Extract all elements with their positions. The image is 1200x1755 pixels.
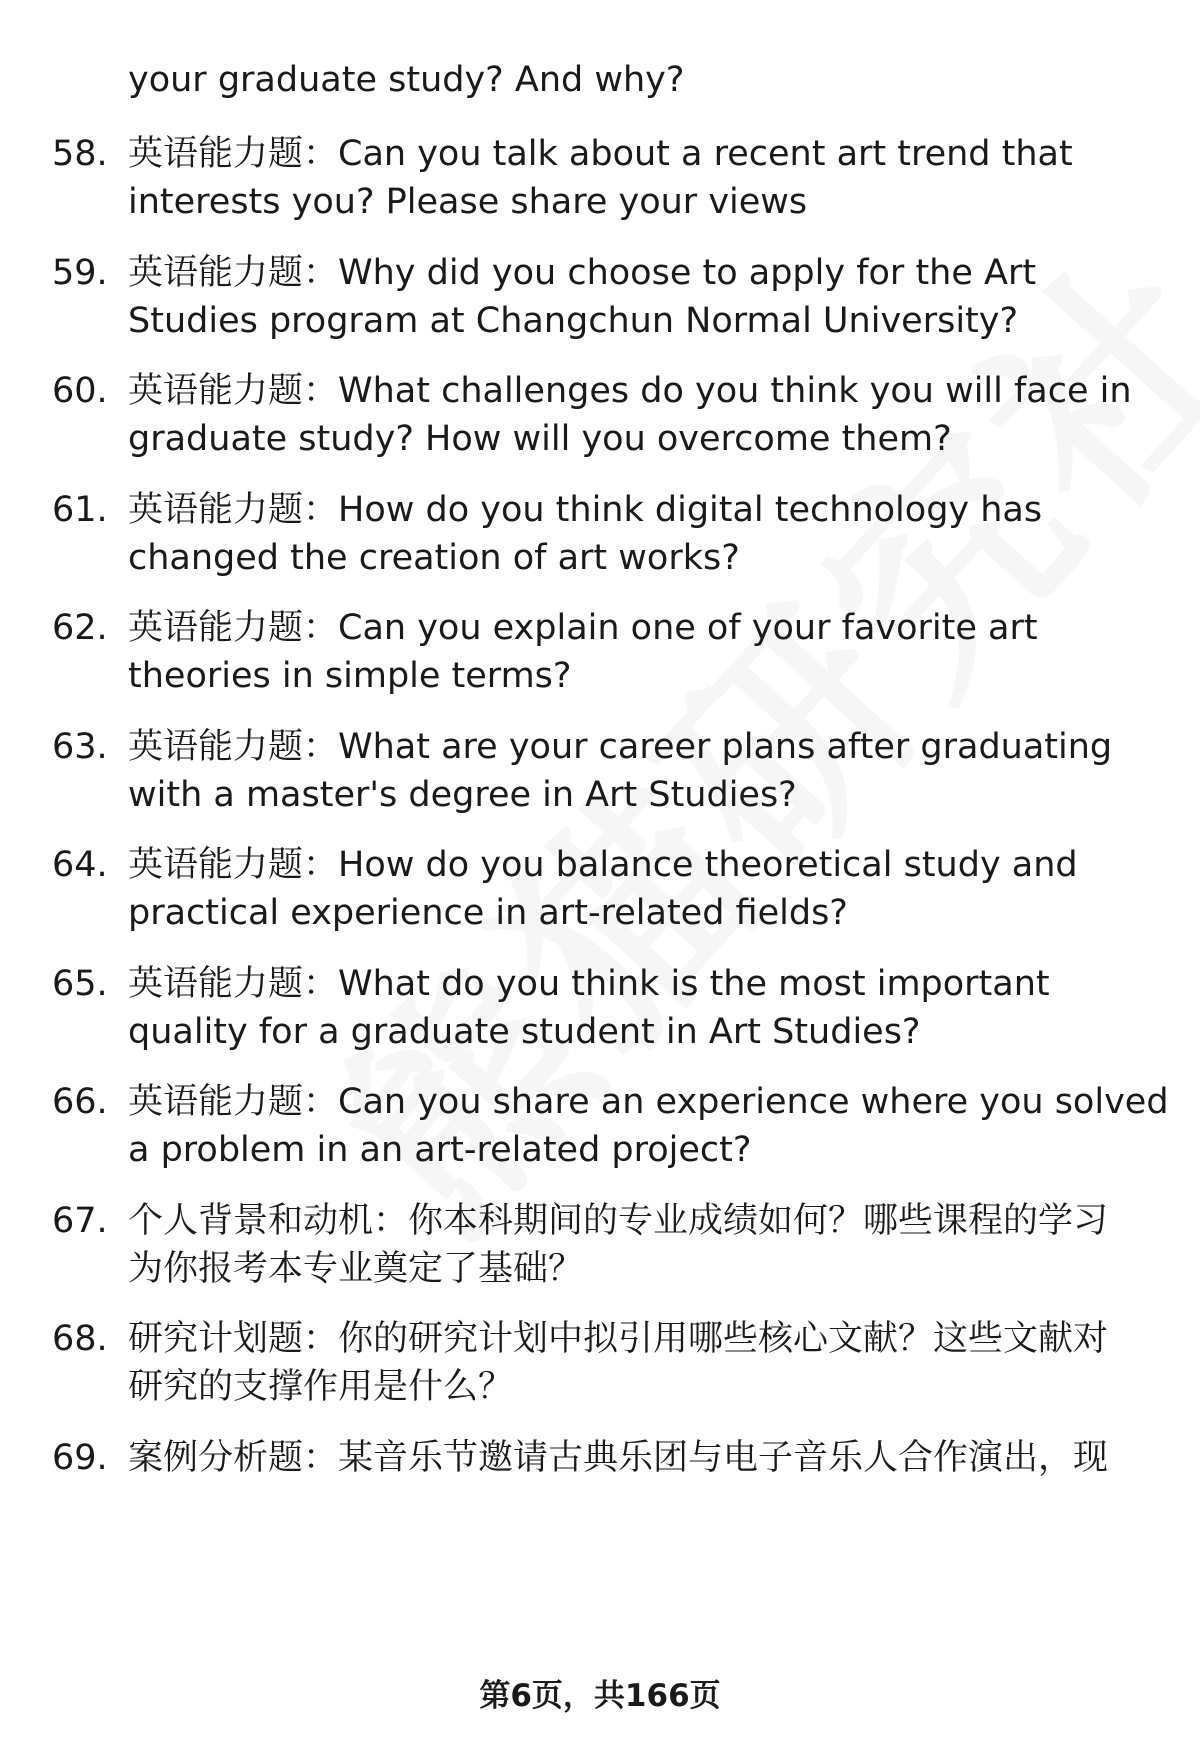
question-number: 59. (52, 253, 108, 293)
question-number: 58. (52, 134, 108, 174)
question-text-line: interests you? Please share your views (128, 182, 808, 222)
question-text (128, 130, 1163, 226)
question-number: 65. (52, 964, 108, 1004)
question-text-line: 英语能力题：Can you explain one of your favorite art (128, 608, 1038, 648)
question-text-line: 英语能力题：What do you think is the most important (128, 964, 1050, 1004)
question-text-line: 案例分析题：某音乐节邀请古典乐团与电子音乐人合作演出，现 (128, 1438, 1109, 1478)
question-text (128, 723, 1163, 819)
question-text-line: changed the creation of art works? (128, 538, 740, 578)
question-text-line: a problem in an art-related project? (128, 1130, 752, 1170)
question-text-line: practical experience in art-related fields? (128, 893, 848, 933)
question-text (128, 249, 1163, 345)
question-text-line: 英语能力题：Can you share an experience where you solved (128, 1082, 1169, 1122)
question-text (128, 960, 1163, 1056)
question-text-line: 英语能力题：Why did you choose to apply for the Art (128, 253, 1037, 293)
question-text-line: quality for a graduate student in Art Studies? (128, 1012, 921, 1052)
question-text-line: theories in simple terms? (128, 656, 572, 696)
question-number: 69. (52, 1438, 108, 1478)
question-text (128, 1078, 1169, 1174)
question-text (128, 841, 1163, 937)
question-text-line: with a master's degree in Art Studies? (128, 775, 797, 815)
question-text-line: 研究计划题：你的研究计划中拟引用哪些核心文献？这些文献对 (128, 1319, 1109, 1359)
question-text-line: graduate study? How will you overcome them? (128, 419, 952, 459)
question-number: 60. (52, 371, 108, 411)
question-text (128, 1197, 1163, 1293)
question-text (128, 604, 1163, 700)
question-text-line: 英语能力题：What challenges do you think you will face in (128, 371, 1132, 411)
question-text (128, 367, 1163, 463)
question-number: 62. (52, 608, 108, 648)
question-text-line: 为你报考本专业奠定了基础？ (128, 1249, 584, 1289)
question-number: 64. (52, 845, 108, 885)
question-text-line: 英语能力题：How do you balance theoretical study and (128, 845, 1078, 885)
question-text-line: 英语能力题：Can you talk about a recent art trend that (128, 134, 1073, 174)
question-number: 63. (52, 727, 108, 767)
question-number: 67. (52, 1201, 108, 1241)
question-text-line: 个人背景和动机：你本科期间的专业成绩如何？哪些课程的学习 (128, 1201, 1109, 1241)
question-number: 61. (52, 490, 108, 530)
question-text (128, 1315, 1163, 1411)
question-text (128, 486, 1163, 582)
continuation-line: your graduate study? And why? (128, 60, 685, 100)
question-number: 68. (52, 1319, 108, 1359)
question-text-line: 英语能力题：How do you think digital technology has (128, 490, 1043, 530)
question-text-line: 研究的支撑作用是什么？ (128, 1367, 514, 1407)
question-number: 66. (52, 1082, 108, 1122)
question-text-line: Studies program at Changchun Normal University? (128, 301, 1019, 341)
question-text (128, 1434, 1163, 1482)
question-text-line: 英语能力题：What are your career plans after graduating (128, 727, 1113, 767)
page-footer: 第6页，共166页 (479, 1678, 721, 1714)
